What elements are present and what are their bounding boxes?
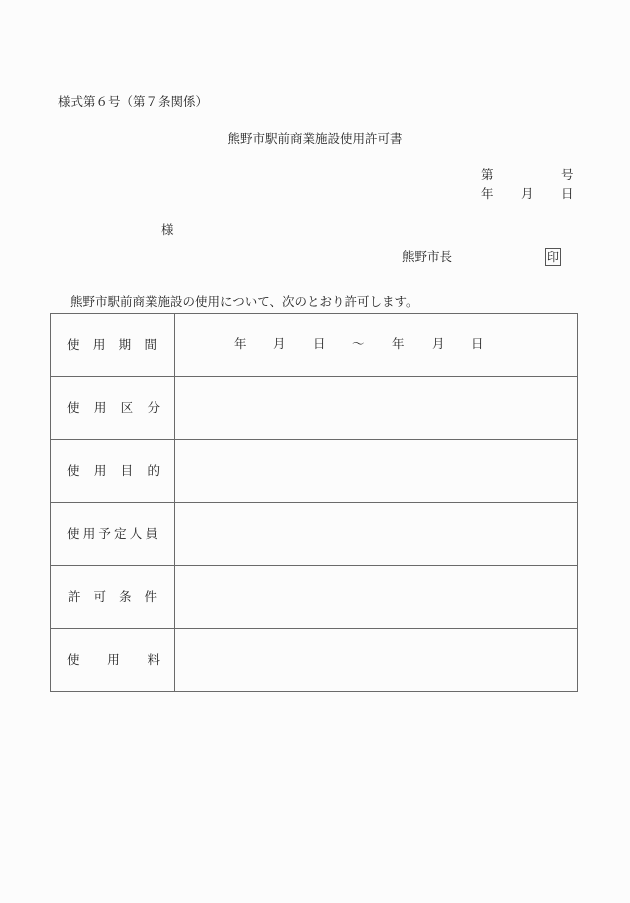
label-char: 的 xyxy=(147,462,160,478)
label-char: 用 xyxy=(107,651,120,667)
label-char: 用 xyxy=(82,525,96,541)
label-char: 料 xyxy=(147,651,160,667)
issue-day: 日 xyxy=(561,186,574,201)
table-row-permit-conditions xyxy=(51,566,578,629)
table-row-usage-fee xyxy=(51,629,578,692)
table-row-expected-attendees xyxy=(51,503,578,566)
tilde-separator: ～ xyxy=(352,336,365,351)
label-char: 定 xyxy=(114,525,127,541)
form-number: 様式第６号（第７条関係） xyxy=(58,94,209,109)
reference-dai: 第 xyxy=(481,167,494,182)
to-day: 日 xyxy=(471,336,484,351)
to-month: 月 xyxy=(432,336,445,351)
label-char: 期 xyxy=(118,336,132,352)
label-char: 員 xyxy=(145,525,158,541)
label-char: 用 xyxy=(93,462,107,478)
permit-details-table xyxy=(50,313,578,692)
label-char: 件 xyxy=(144,588,157,604)
from-year: 年 xyxy=(234,336,247,351)
issue-year: 年 xyxy=(481,186,494,201)
label-char: 用 xyxy=(93,399,107,415)
from-day: 日 xyxy=(313,336,326,351)
value-usage-fee[interactable] xyxy=(175,629,578,692)
label-char: 目 xyxy=(120,462,134,478)
label-char: 可 xyxy=(93,588,106,604)
label-char: 使 xyxy=(67,336,80,352)
reference-number-line xyxy=(481,169,575,183)
label-char: 予 xyxy=(98,525,111,541)
label-char: 条 xyxy=(118,588,132,604)
table-row-usage-purpose xyxy=(51,440,578,503)
document-title: 熊野市駅前商業施設使用許可書 xyxy=(227,131,403,146)
label-char: 区 xyxy=(120,399,134,415)
value-usage-category[interactable] xyxy=(175,377,578,440)
value-usage-period[interactable] xyxy=(175,314,578,377)
value-usage-purpose[interactable] xyxy=(175,440,578,503)
issue-month: 月 xyxy=(521,186,534,201)
label-permit-conditions xyxy=(51,566,175,629)
intro-text: 熊野市駅前商業施設の使用について、次のとおり許可します。 xyxy=(70,294,419,309)
label-usage-purpose xyxy=(51,440,175,503)
label-usage-fee xyxy=(51,629,175,692)
label-char: 使 xyxy=(67,462,80,478)
label-expected-attendees xyxy=(51,503,175,566)
label-char: 間 xyxy=(144,336,157,352)
label-char: 分 xyxy=(147,399,160,415)
label-char: 許 xyxy=(68,588,81,604)
seal-stamp-box: 印 xyxy=(546,250,559,264)
label-usage-period xyxy=(51,314,175,377)
issue-date-line xyxy=(481,188,575,202)
label-usage-category xyxy=(51,377,175,440)
value-permit-conditions[interactable] xyxy=(175,566,578,629)
value-expected-attendees[interactable] xyxy=(175,503,578,566)
label-char: 使 xyxy=(67,651,80,667)
table-row-usage-period xyxy=(51,314,578,377)
addressee-suffix: 様 xyxy=(161,222,174,237)
label-char: 人 xyxy=(129,525,143,541)
to-year: 年 xyxy=(392,336,405,351)
label-char: 使 xyxy=(67,399,80,415)
usage-period-date-range xyxy=(175,338,577,352)
label-char: 用 xyxy=(92,336,106,352)
issuer-name: 熊野市長 xyxy=(402,249,453,264)
reference-go: 号 xyxy=(561,167,574,182)
from-month: 月 xyxy=(273,336,286,351)
table-row-usage-category xyxy=(51,377,578,440)
label-char: 使 xyxy=(67,525,80,541)
